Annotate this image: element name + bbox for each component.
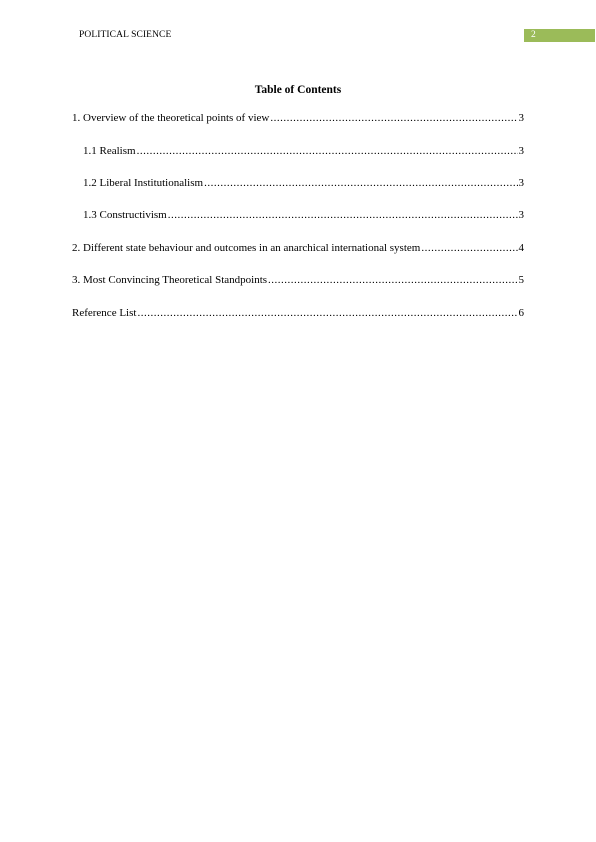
toc-entry-page: 4 xyxy=(518,242,524,254)
toc-dot-leader xyxy=(137,143,518,159)
toc-dot-leader xyxy=(204,175,517,191)
toc-entry-text: Reference List xyxy=(72,307,137,319)
toc-entry[interactable] xyxy=(72,240,524,256)
toc-entry-text: 1.3 Constructivism xyxy=(83,209,167,221)
toc-entry-page: 6 xyxy=(518,307,524,319)
toc-dot-leader xyxy=(137,305,517,321)
toc-dot-leader xyxy=(268,272,517,288)
toc-entry-page: 5 xyxy=(518,274,524,286)
toc-entry-text: 3. Most Convincing Theoretical Standpoints xyxy=(72,274,268,286)
toc-dot-leader xyxy=(421,240,517,256)
toc-entry-text: 1. Overview of the theoretical points of view xyxy=(72,112,270,124)
page-number-badge xyxy=(524,29,595,42)
toc-entry[interactable] xyxy=(72,272,524,288)
toc-heading: Table of Contents xyxy=(254,84,342,96)
running-header-title: POLITICAL SCIENCE xyxy=(79,30,172,40)
toc-dot-leader xyxy=(168,207,518,223)
toc-entry[interactable] xyxy=(83,175,524,191)
toc-entry-page: 3 xyxy=(518,145,524,157)
toc-entry[interactable] xyxy=(83,207,524,223)
toc-entry-page: 3 xyxy=(518,209,524,221)
toc-entry-text: 1.1 Realism xyxy=(83,145,136,157)
page-number: 2 xyxy=(531,30,536,40)
toc-entry[interactable] xyxy=(83,143,524,159)
toc-list xyxy=(72,0,524,842)
toc-entry[interactable] xyxy=(72,110,524,126)
toc-entry-page: 3 xyxy=(518,112,524,124)
toc-dot-leader xyxy=(270,110,517,126)
toc-entry-page: 3 xyxy=(518,177,524,189)
toc-entry-text: 2. Different state behaviour and outcomes in an anarchical international system xyxy=(72,242,421,254)
toc-entry[interactable] xyxy=(72,305,524,321)
toc-entry-text: 1.2 Liberal Institutionalism xyxy=(83,177,204,189)
